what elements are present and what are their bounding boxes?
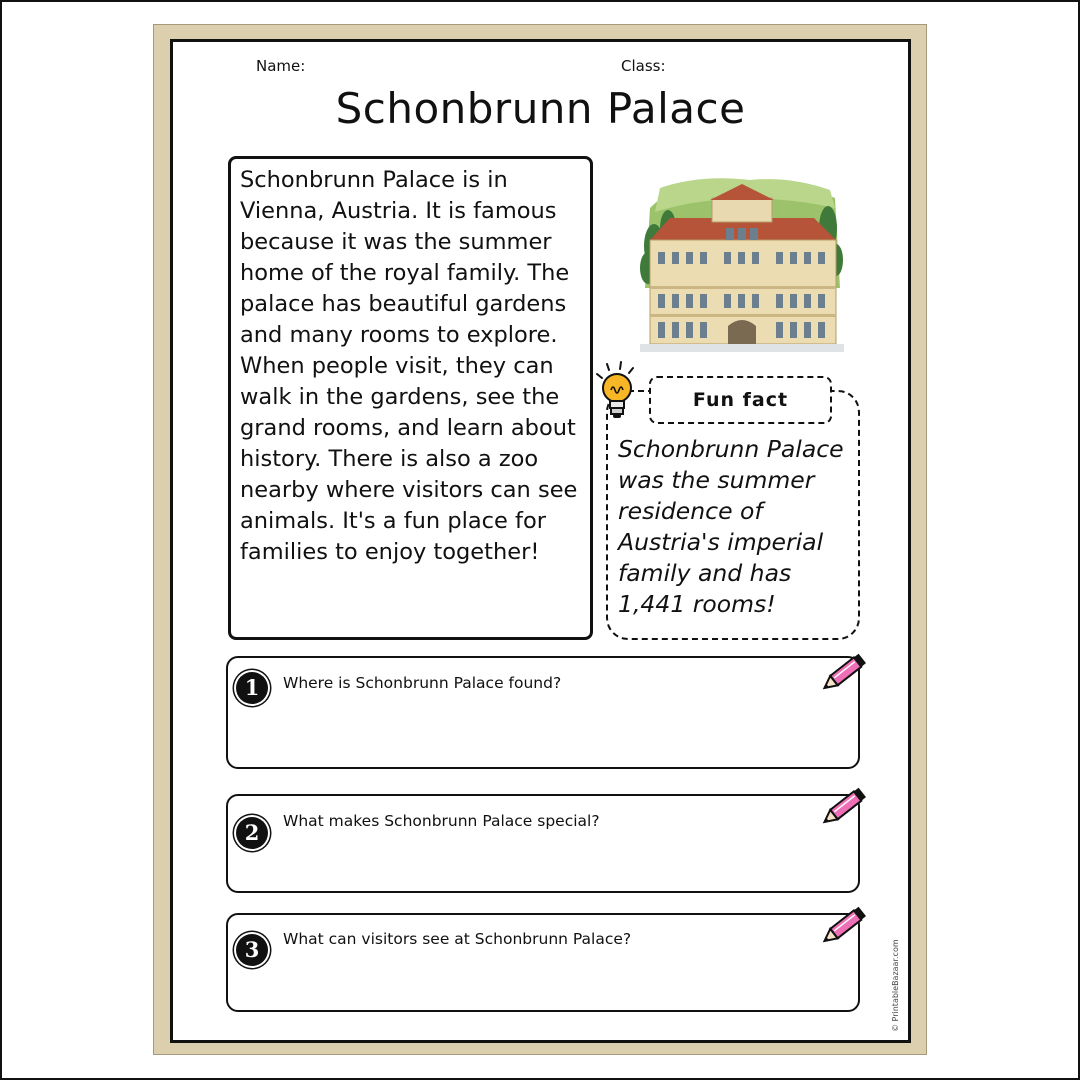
class-label: Class: — [621, 57, 666, 75]
question-text-2: What makes Schonbrunn Palace special? — [283, 812, 600, 830]
question-text-3: What can visitors see at Schonbrunn Palace? — [283, 930, 632, 948]
answer-box-3[interactable] — [226, 913, 860, 1012]
light-bulb-icon — [593, 360, 643, 424]
name-label: Name: — [256, 57, 306, 75]
reading-passage-box — [228, 156, 593, 640]
answer-box-2[interactable] — [226, 794, 860, 893]
pencil-icon — [818, 650, 870, 698]
page-title: Schonbrunn Palace — [335, 84, 746, 133]
question-number-1: 1 — [236, 672, 268, 704]
question-text-1: Where is Schonbrunn Palace found? — [283, 674, 562, 692]
copyright-text: © PrintableBazaar.com — [891, 939, 900, 1032]
question-number-3: 3 — [236, 934, 268, 966]
question-number-2: 2 — [236, 817, 268, 849]
pencil-icon — [818, 784, 870, 832]
reading-passage: Schonbrunn Palace is in Vienna, Austria. It is famous because it was the summer home of the royal family. The palace has beautiful gardens and many rooms to explore. When people visit, they can walk in the gardens, see the grand rooms, and learn about history. There is also a zoo nearby where visitors can see animals. It's a fun place for families to enjoy together! — [240, 167, 578, 565]
answer-box-1[interactable] — [226, 656, 860, 769]
palace-illustration — [640, 168, 844, 352]
fun-fact-text: Schonbrunn Palace was the summer residence of Austria's imperial family and has 1,441 rooms! — [618, 435, 844, 618]
fun-fact-heading: Fun fact — [649, 376, 832, 424]
pencil-icon — [818, 903, 870, 951]
